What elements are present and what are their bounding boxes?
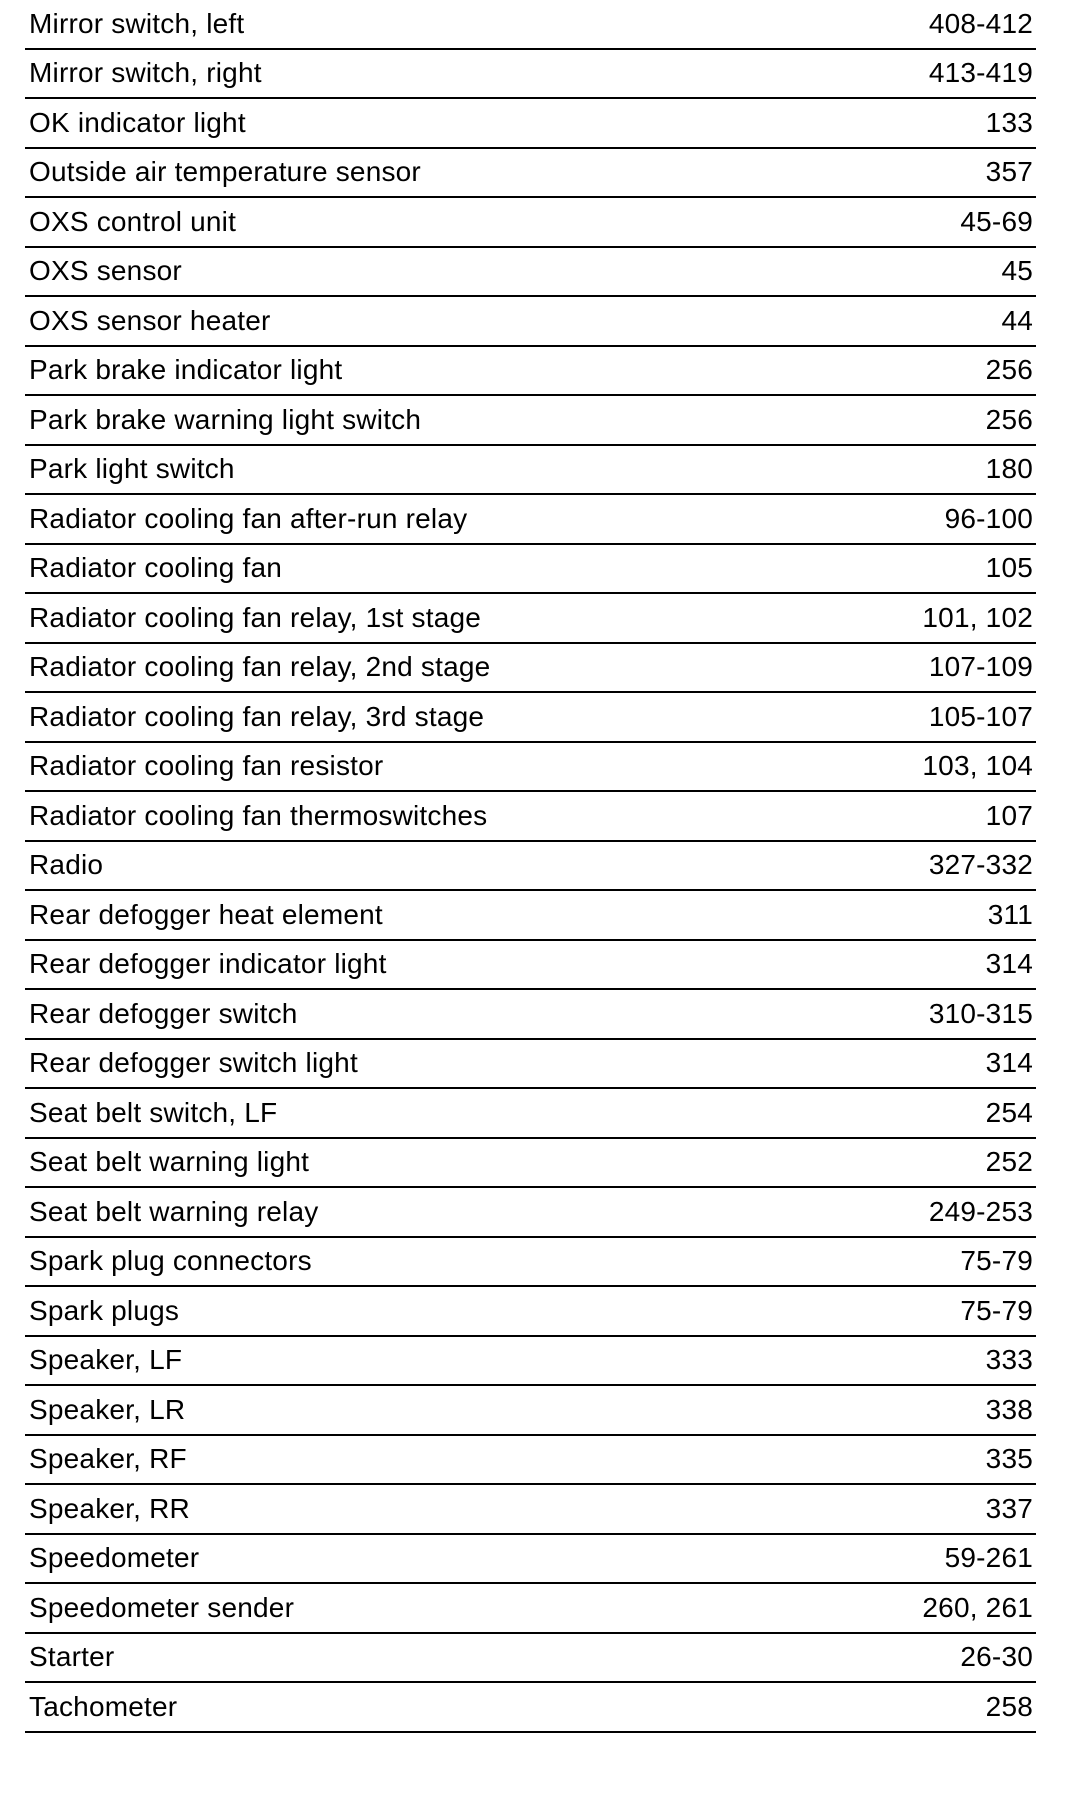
table-row bbox=[25, 1485, 1036, 1535]
page-reference: 254 bbox=[985, 1096, 1033, 1128]
page-reference: 256 bbox=[985, 403, 1033, 435]
page-reference: 75-79 bbox=[960, 1294, 1033, 1326]
page-reference: 337 bbox=[985, 1492, 1033, 1524]
table-row bbox=[25, 891, 1036, 941]
component-name: Seat belt warning light bbox=[29, 1146, 310, 1178]
component-name: Rear defogger switch bbox=[29, 997, 298, 1029]
page-reference: 260, 261 bbox=[922, 1591, 1033, 1623]
page-reference: 314 bbox=[985, 1047, 1033, 1079]
component-name: Seat belt switch, LF bbox=[29, 1096, 278, 1128]
component-name: Rear defogger switch light bbox=[29, 1047, 358, 1079]
page-reference: 59-261 bbox=[944, 1542, 1033, 1574]
table-row bbox=[25, 792, 1036, 842]
table-row bbox=[25, 396, 1036, 446]
table-row bbox=[25, 941, 1036, 991]
page-reference: 335 bbox=[985, 1443, 1033, 1475]
component-name: Radiator cooling fan relay, 3rd stage bbox=[29, 700, 485, 732]
table-row bbox=[25, 1287, 1036, 1337]
component-name: OXS sensor bbox=[29, 255, 182, 287]
page-reference: 413-419 bbox=[928, 57, 1033, 89]
page-reference: 252 bbox=[985, 1146, 1033, 1178]
page-reference: 311 bbox=[987, 898, 1033, 930]
page-reference: 310-315 bbox=[928, 997, 1033, 1029]
page-reference: 107 bbox=[985, 799, 1033, 831]
table-row bbox=[25, 644, 1036, 694]
table-row bbox=[25, 1535, 1036, 1585]
component-name: OXS sensor heater bbox=[29, 304, 271, 336]
component-name: Speedometer sender bbox=[29, 1591, 295, 1623]
page-reference: 103, 104 bbox=[922, 750, 1033, 782]
page-reference: 45 bbox=[1001, 255, 1033, 287]
component-name: Radiator cooling fan bbox=[29, 552, 283, 584]
component-name: Rear defogger heat element bbox=[29, 898, 383, 930]
table-row bbox=[25, 1337, 1036, 1387]
table-row bbox=[25, 198, 1036, 248]
page-reference: 96-100 bbox=[944, 502, 1033, 534]
table-row bbox=[25, 842, 1036, 892]
component-name: Rear defogger indicator light bbox=[29, 948, 387, 980]
table-row bbox=[25, 347, 1036, 397]
component-name: Speaker, LF bbox=[29, 1344, 183, 1376]
page-reference: 75-79 bbox=[960, 1245, 1033, 1277]
table-row bbox=[25, 743, 1036, 793]
component-name: Radiator cooling fan after-run relay bbox=[29, 502, 468, 534]
table-row bbox=[25, 0, 1036, 50]
component-name: Outside air temperature sensor bbox=[29, 156, 421, 188]
component-name: Spark plug connectors bbox=[29, 1245, 312, 1277]
component-name: Tachometer bbox=[29, 1690, 178, 1722]
page-reference: 338 bbox=[985, 1393, 1033, 1425]
table-row bbox=[25, 248, 1036, 298]
page-reference: 256 bbox=[985, 354, 1033, 386]
table-row bbox=[25, 446, 1036, 496]
table-row bbox=[25, 1040, 1036, 1090]
component-name: OK indicator light bbox=[29, 106, 246, 138]
page-reference: 101, 102 bbox=[922, 601, 1033, 633]
page-reference: 133 bbox=[985, 106, 1033, 138]
page-reference: 45-69 bbox=[960, 205, 1033, 237]
component-name: Park brake warning light switch bbox=[29, 403, 422, 435]
page-reference: 258 bbox=[985, 1690, 1033, 1722]
table-row bbox=[25, 693, 1036, 743]
page-reference: 333 bbox=[985, 1344, 1033, 1376]
page-reference: 180 bbox=[985, 453, 1033, 485]
component-name: Speaker, RF bbox=[29, 1443, 187, 1475]
page-reference: 105 bbox=[985, 552, 1033, 584]
table-row bbox=[25, 545, 1036, 595]
component-name: Speedometer bbox=[29, 1542, 200, 1574]
component-name: Speaker, LR bbox=[29, 1393, 186, 1425]
table-row bbox=[25, 990, 1036, 1040]
page-reference: 105-107 bbox=[928, 700, 1033, 732]
component-name: Speaker, RR bbox=[29, 1492, 190, 1524]
component-name: Mirror switch, right bbox=[29, 57, 262, 89]
component-name: Park brake indicator light bbox=[29, 354, 343, 386]
table-row bbox=[25, 149, 1036, 199]
table-row bbox=[25, 594, 1036, 644]
table-row bbox=[25, 1139, 1036, 1189]
table-row bbox=[25, 99, 1036, 149]
table-row bbox=[25, 1584, 1036, 1634]
component-name: Mirror switch, left bbox=[29, 7, 245, 39]
page-reference: 314 bbox=[985, 948, 1033, 980]
component-index-table bbox=[25, 0, 1036, 1733]
component-name: OXS control unit bbox=[29, 205, 237, 237]
page-reference: 327-332 bbox=[928, 849, 1033, 881]
component-name: Park light switch bbox=[29, 453, 235, 485]
page-reference: 44 bbox=[1001, 304, 1033, 336]
page-reference: 249-253 bbox=[928, 1195, 1033, 1227]
page-reference: 26-30 bbox=[960, 1641, 1033, 1673]
table-row bbox=[25, 1683, 1036, 1733]
table-row bbox=[25, 297, 1036, 347]
table-row bbox=[25, 1238, 1036, 1288]
component-name: Radiator cooling fan resistor bbox=[29, 750, 384, 782]
table-row bbox=[25, 1386, 1036, 1436]
component-name: Spark plugs bbox=[29, 1294, 180, 1326]
component-name: Starter bbox=[29, 1641, 115, 1673]
table-row bbox=[25, 50, 1036, 100]
table-row bbox=[25, 1436, 1036, 1486]
component-name: Radio bbox=[29, 849, 104, 881]
component-name: Radiator cooling fan relay, 1st stage bbox=[29, 601, 482, 633]
page-reference: 357 bbox=[985, 156, 1033, 188]
page-reference: 107-109 bbox=[928, 651, 1033, 683]
table-row bbox=[25, 495, 1036, 545]
component-name: Seat belt warning relay bbox=[29, 1195, 319, 1227]
page-reference: 408-412 bbox=[928, 7, 1033, 39]
table-row bbox=[25, 1188, 1036, 1238]
table-row bbox=[25, 1634, 1036, 1684]
component-name: Radiator cooling fan thermoswitches bbox=[29, 799, 488, 831]
table-row bbox=[25, 1089, 1036, 1139]
component-name: Radiator cooling fan relay, 2nd stage bbox=[29, 651, 491, 683]
